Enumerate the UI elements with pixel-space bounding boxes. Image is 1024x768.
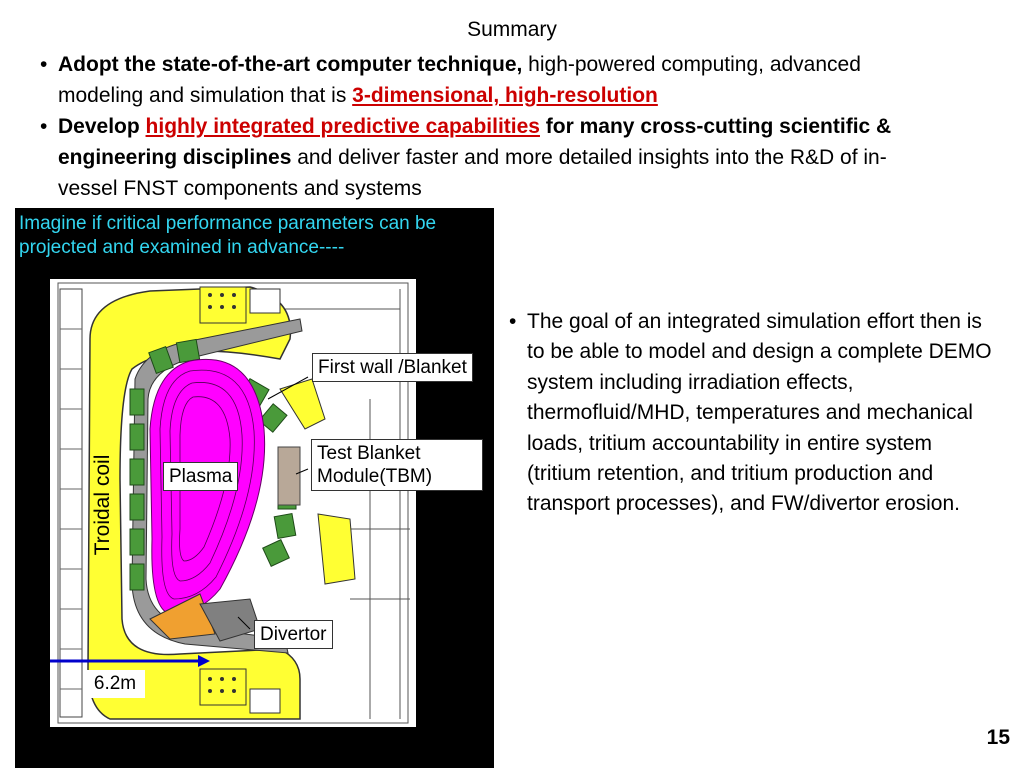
bullet-bold-lead: Adopt the state-of-the-art computer technique, [58,53,523,76]
panel-caption: Imagine if critical performance parameters can be projected and examined in advance---- [19,213,437,258]
tbm-block [278,447,300,505]
link-3d-high-resolution[interactable]: 3-dimensional, high-resolution [352,84,658,107]
bullet-marker: • [509,310,517,333]
callout-tbm: Test Blanket Module(TBM) [311,439,483,491]
slide-title: Summary [467,18,557,41]
bullet-marker: • [40,53,48,76]
dimension-label: 6.2m [85,670,145,698]
callout-plasma: Plasma [163,462,238,491]
goal-bullet [509,307,997,520]
toroidal-coil-label: Troidal coil [91,454,114,556]
callout-first-wall: First wall /Blanket [312,353,473,382]
goal-text: The goal of an integrated simulation effort then is to be able to model and design a complete DEMO system including irradiation effects, thermofluid/MHD, temperatures and mechanical loads, tritium accountability in entire system (tritium retention, and tritium production and transport processes), and FW/divertor erosion. [527,310,992,516]
callout-divertor: Divertor [254,620,333,649]
bullet-marker: • [40,115,48,138]
outer-coil-segment [280,379,325,429]
summary-bullets [40,49,940,204]
bullet-text: high-powered computing, advanced modeling and simulation that is [58,53,861,107]
bullet-develop [40,111,940,204]
outer-coil-segment [318,514,355,584]
link-integrated-predictive-capabilities[interactable]: highly integrated predictive capabilities [145,115,540,138]
bullet-bold-after-link: for many cross-cutting scientific & engineering disciplines [58,115,892,169]
bullet-adopt [40,49,940,111]
bullet-text: and deliver faster and more detailed insights into the R&D of in-vessel FNST components and systems [58,146,887,200]
bullet-bold-lead: Develop [58,115,146,138]
page-number: 15 [986,726,1010,749]
